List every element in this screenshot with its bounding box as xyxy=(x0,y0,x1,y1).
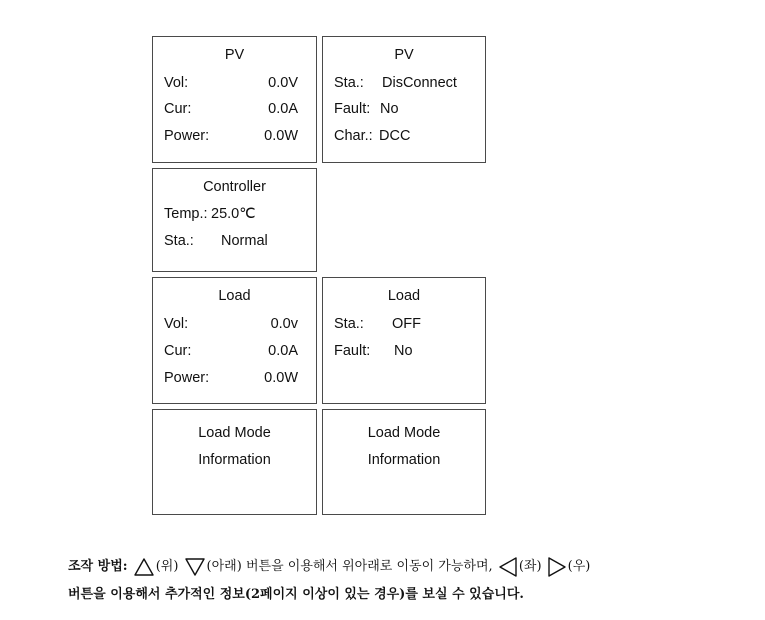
load-mode-text xyxy=(323,420,485,474)
panel-title: PV xyxy=(224,47,245,63)
instructions-text1: 버튼을 이용해서 위아래로 이동이 가능하며, xyxy=(245,559,493,574)
instructions-label: 조작 방법: xyxy=(68,559,128,574)
load-mode-line1: Load Mode xyxy=(198,425,271,441)
row-value: 0.0A xyxy=(268,101,298,117)
load-mode-left-panel xyxy=(152,409,317,515)
panel-title: Load xyxy=(218,288,251,304)
panel-title: Controller xyxy=(203,179,266,195)
row-value: 0.0V xyxy=(268,75,298,91)
row-label: Fault: xyxy=(334,101,371,117)
load-values-panel xyxy=(152,277,317,404)
row-label: Vol: xyxy=(164,75,189,91)
load-mode-text xyxy=(153,420,316,474)
pv-sta-row xyxy=(334,74,477,92)
right-label: (우) xyxy=(567,559,591,574)
row-value: 0.0W xyxy=(264,370,298,386)
row-label: Cur: xyxy=(164,343,192,359)
panel-title: PV xyxy=(394,47,414,63)
pv-char-row xyxy=(334,127,477,145)
row-value: No xyxy=(380,101,399,117)
load-sta-row xyxy=(334,315,477,333)
row-value: Normal xyxy=(221,233,268,249)
row-value: 0.0v xyxy=(270,316,298,332)
row-value: DCC xyxy=(379,128,411,144)
load-mode-right-panel xyxy=(322,409,486,515)
pv-vol-row xyxy=(164,74,308,92)
row-value: OFF xyxy=(392,316,421,332)
row-value: 0.0A xyxy=(268,343,298,359)
down-label: (아래) xyxy=(206,559,242,574)
load-power-row xyxy=(164,369,308,387)
left-label: (좌) xyxy=(518,559,542,574)
panel-title: Load xyxy=(387,288,421,304)
left-triangle-icon xyxy=(498,556,518,578)
load-mode-line2: Information xyxy=(367,452,441,468)
row-label: Sta.: xyxy=(164,233,194,249)
pv-values-panel xyxy=(152,36,317,163)
controller-panel xyxy=(152,168,317,272)
row-label: Fault: xyxy=(334,343,371,359)
row-label: Vol: xyxy=(164,316,189,332)
row-label: Sta.: xyxy=(334,316,364,332)
pv-fault-row xyxy=(334,100,477,118)
row-label: Cur: xyxy=(164,101,192,117)
controller-temp-row xyxy=(164,205,308,223)
row-label: Char.: xyxy=(334,128,373,144)
instructions-line1 xyxy=(68,553,748,581)
load-mode-line2: Information xyxy=(198,452,271,468)
up-triangle-icon xyxy=(133,557,155,577)
row-label: Temp.: xyxy=(164,206,208,222)
controller-sta-row xyxy=(164,232,308,250)
instructions-line2: 버튼을 이용해서 추가적인 정보(2페이지 이상이 있는 경우)를 보실 수 있습니다. xyxy=(68,587,524,602)
row-label: Power: xyxy=(164,370,210,386)
row-value: No xyxy=(394,343,413,359)
up-label: (위) xyxy=(155,559,179,574)
pv-power-row xyxy=(164,127,308,145)
right-triangle-icon xyxy=(547,556,567,578)
row-value: 0.0W xyxy=(264,128,298,144)
row-label: Power: xyxy=(164,128,210,144)
pv-status-panel xyxy=(322,36,486,163)
down-triangle-icon xyxy=(184,557,206,577)
row-label: Sta.: xyxy=(334,75,364,91)
load-vol-row xyxy=(164,315,308,333)
load-fault-row xyxy=(334,342,477,360)
load-mode-line1: Load Mode xyxy=(367,425,441,441)
operation-instructions xyxy=(68,553,748,609)
load-cur-row xyxy=(164,342,308,360)
row-value: 25.0℃ xyxy=(211,206,256,222)
load-status-panel xyxy=(322,277,486,404)
pv-cur-row xyxy=(164,100,308,118)
row-value: DisConnect xyxy=(382,75,457,91)
